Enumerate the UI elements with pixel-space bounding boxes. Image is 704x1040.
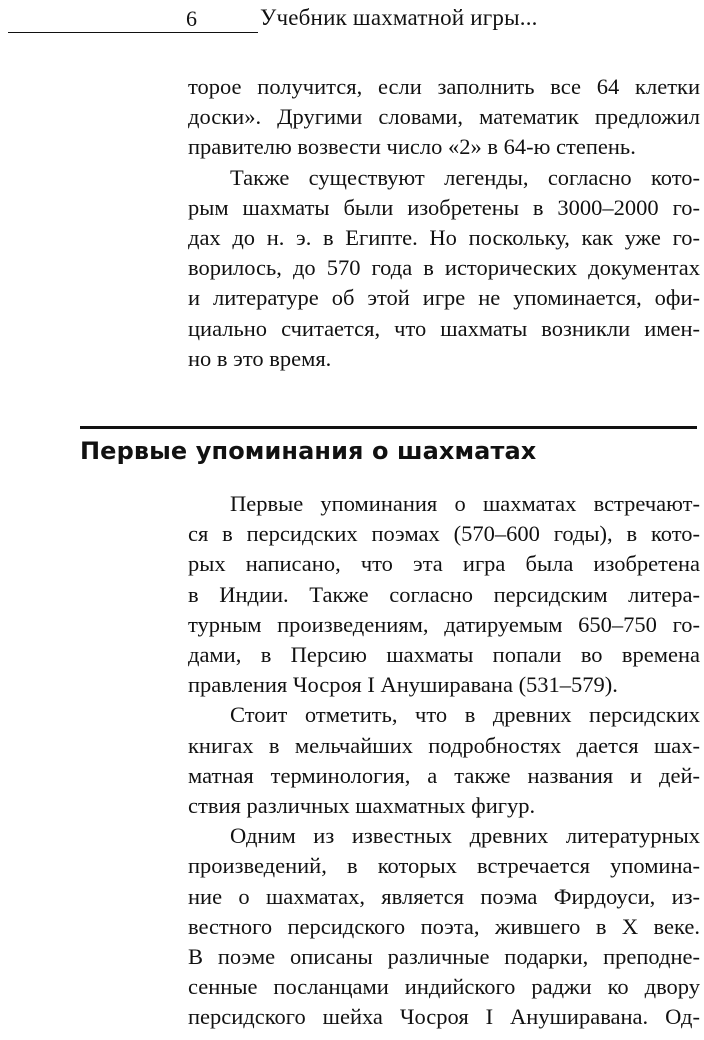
page-number: 6	[186, 6, 197, 31]
header-rule	[8, 32, 258, 33]
book-title: Учебник шахматной игры...	[260, 5, 538, 30]
text-line: Стоит отметить, что в древних персидских	[230, 702, 700, 728]
text-line: правления Чосроя I Ануширавана (531–579).	[188, 672, 618, 698]
text-line: дах до н. э. в Египте. Но поскольку, как уже го-	[188, 225, 700, 251]
text-line: ся в персидских поэмах (570–600 годы), в кото-	[188, 521, 700, 547]
text-line: дами, в Персию шахматы попали во времена	[188, 642, 700, 668]
paragraph	[188, 821, 700, 1032]
text-line: в Индии. Также согласно персидским литера-	[188, 581, 700, 607]
text-line: вестного персидского поэта, жившего в X веке.	[188, 913, 700, 939]
text-line: турным произведениям, датируемым 650–750 го-	[188, 611, 700, 637]
text-line: Первые упоминания о шахматах встречают-	[230, 491, 700, 516]
text-line: правителю возвести число «2» в 64-ю степень.	[188, 134, 636, 160]
text-line: торое получится, если заполнить все 64 клетки	[188, 74, 700, 99]
paragraph	[188, 72, 700, 163]
text-line: циально считается, что шахматы возникли имен-	[188, 315, 700, 341]
section-heading: Первые упоминания о шахматах	[80, 437, 537, 465]
paragraph	[188, 489, 700, 700]
text-line: доски». Другими словами, математик предложил	[188, 104, 700, 130]
text-line: и литературе об этой игре не упоминается, офи-	[188, 285, 700, 311]
text-line: произведений, в которых встречается упомина-	[188, 853, 700, 879]
text-line: ворилось, до 570 года в исторических документах	[188, 255, 700, 281]
section-text-block	[188, 489, 700, 1033]
text-line: сенные посланцами индийского раджи ко двору	[188, 974, 700, 1000]
text-line: персидского шейха Чосроя I Ануширавана. Од-	[188, 1004, 700, 1030]
paragraph	[188, 163, 700, 374]
intro-text-block	[188, 72, 700, 374]
text-line: ствия различных шахматных фигур.	[188, 793, 536, 819]
text-line: рых написано, что эта игра была изобретена	[188, 551, 700, 577]
running-header	[0, 0, 704, 40]
text-line: ние о шахматах, является поэма Фирдоуси, из-	[188, 883, 700, 909]
section-rule	[80, 426, 697, 429]
text-line: Также существуют легенды, согласно кото-	[230, 164, 700, 190]
paragraph	[188, 700, 700, 821]
text-line: В поэме описаны различные подарки, преподне-	[188, 944, 700, 970]
text-line: но в это время.	[188, 345, 332, 371]
text-line: рым шахматы были изобретены в 3000–2000 го-	[188, 194, 700, 220]
text-line: Одним из известных древних литературных	[230, 823, 700, 849]
text-line: книгах в мельчайших подробностях дается шах-	[188, 732, 700, 758]
text-line: матная терминология, а также названия и дей-	[188, 762, 700, 788]
